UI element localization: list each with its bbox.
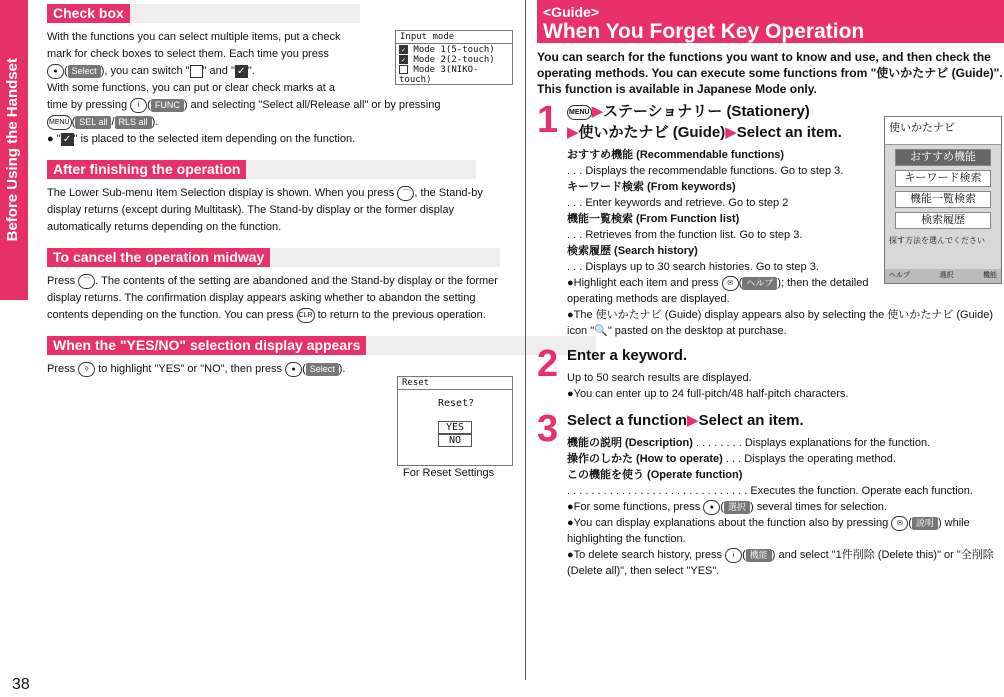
func-softkey: 機能 [746,549,772,562]
select-softkey: Select [306,363,339,376]
shot-list [396,44,512,86]
list-item: ✓ Mode 1(5-touch) [399,45,509,55]
input-mode-screenshot [395,30,513,85]
list-item: ✓ Mode 2(2-touch) [399,55,509,65]
intro-text: You can search for the functions you want to know and use, and then check the operating methods. You can execute some functions from "使いかたナビ (Guide)". This function is available in Japanese Mode only. [537,50,1003,96]
item-desc: . . . Displays up to 30 search histories. Go to step 3. [567,261,819,273]
item-desc: . . . Displays the operating method. [722,453,896,465]
text: " and " [202,65,235,77]
reset-caption: For Reset Settings [403,467,495,479]
item-desc: . . . . . . . . . . . . . . . . . . . . . . . . . . . . . . Executes the function. Operate each function. [567,485,973,497]
step1-note2: ●The 使いかたナビ (Guide) display appears also by selecting the 使いかたナビ (Guide) icon "🔍" pasted on the desktop at purchase. [567,309,994,337]
end-key-icon: ⌒ [397,186,414,201]
item-name: 機能の説明 (Description) [567,437,693,449]
text: With some functions, you can put or clear check marks at a [47,82,335,94]
text: ステーショナリー (Stationery) [603,103,810,120]
text: ) while highlighting the function. [567,517,970,545]
text: to return to the previous operation. [317,309,486,321]
step2-note: ●You can enter up to 24 full-pitch/48 half-pitch characters. [567,388,849,400]
mail-key-icon: ✉ [722,276,739,291]
softkey-bar [885,269,1001,283]
step3-items [567,435,1003,579]
item-desc: . . . Enter keywords and retrieve. Go to step 2 [567,197,789,209]
cancel-section [47,246,515,324]
no-option: NO [438,434,472,447]
item-name: 検索履歴 (Search history) [567,245,698,257]
text: With the functions you can select multiple items, put a check [47,31,341,43]
bar-mid: 選択 [939,272,954,279]
step3-note2: ●You can display explanations about the function also by pressing ✉ ( 説明 ) while highlighting the function. [567,517,970,545]
step-title: Select a function▶Select an item. [567,412,804,429]
text: ) and select "1件削除 (Delete this)" or "全削除 (Delete all)", then select "YES". [567,549,994,577]
menu-key-icon: MENU [47,115,72,130]
text: Mode 3(NIKO-touch) [399,65,479,85]
text: ". [247,65,255,77]
text: Select an item. [698,412,804,429]
help-softkey: ヘルプ [742,277,777,290]
checked-box-icon: ✓ [235,65,248,78]
desc-softkey: 説明 [912,517,938,530]
guide-title: When You Forget Key Operation [543,20,865,43]
yes-option: YES [438,421,472,434]
text: " is placed to the selected item depending on the function. [73,133,356,145]
text: Press [47,363,76,375]
reset-screenshot [397,376,513,466]
step1-items [567,147,883,307]
guide-header [537,0,1004,43]
end-key-icon: ⌒ [78,274,95,289]
checked-box-icon: ✓ [61,133,74,146]
after-header: After finishing the operation [47,160,246,179]
step1-note1: ●Highlight each item and press ✉ ( ヘルプ ); then the detailed operating methods are displayed. [567,277,869,305]
i-appli-key-icon: i [725,548,742,563]
shot-title: Input mode [396,31,512,44]
guide-screenshot [884,116,1002,284]
text: ). [338,363,346,375]
rls-all-softkey: RLS all [115,116,152,129]
clr-key-icon: CLR [297,308,315,323]
column-divider [525,0,526,680]
select-softkey: 選択 [724,501,750,514]
yesno-section [47,334,515,378]
after-text [47,185,515,236]
text: The Lower Sub-menu Item Selection display is shown. When you press [47,187,395,199]
text: ), you can switch " [100,65,190,77]
reset-question: Reset? [438,398,475,409]
list-item [399,65,509,85]
cancel-header: To cancel the operation midway [47,248,270,267]
text: To delete search history, press [573,549,723,561]
text: Select an item. [736,124,842,141]
text: , the Stand-by display returns (except during Multitask). The Stand-by display or the former display automatically returns depending on the function. [47,187,483,233]
text: ) and selecting "Select all/Release all" or by pressing [183,99,441,111]
func-softkey: FUNC [151,99,184,112]
unchecked-box-icon [190,65,203,78]
text: Up to 50 search results are displayed. [567,372,752,384]
guide-label: <Guide> [543,4,600,20]
yesno-header: When the "YES/NO" selection display appears [47,336,366,355]
page-number: 38 [12,676,30,693]
after-section [47,158,515,236]
text: Mode 1(5-touch) [413,45,495,55]
bar-left: ヘルプ [889,272,910,279]
text: Select a function [567,412,688,429]
center-key-icon: ● [285,362,302,377]
menu-button: 機能一覧検索 [895,191,991,208]
menu-button: おすすめ機能 [895,149,991,166]
side-tab-label: Before Using the Handset [4,58,21,242]
right-column [537,0,1003,579]
text: Mode 2(2-touch) [413,55,495,65]
step-3 [537,410,1003,579]
step-1 [537,101,883,307]
text: ) several times for selection. [749,501,887,513]
guide-icon: 🔍 [594,325,608,337]
i-appli-key-icon: i [130,98,147,113]
text: For some functions, press [573,501,701,513]
check-box-header: Check box [47,4,130,23]
text: mark for check boxes to select them. Each time you press [47,48,329,60]
text: . The contents of the setting are abandoned and the Stand-by display or the former display returns. The confirmation display appears asking whether to abandon the setting contents depending on the function. You can press [47,275,498,321]
item-name: 機能一覧検索 (From Function list) [567,213,740,225]
text: Highlight each item and press [573,277,719,289]
text: " pasted on the desktop at purchase. [607,325,787,337]
up-down-key-icon: ◊ [78,362,95,377]
check-box-text: With the functions you can select multiple items, put a check mark for check boxes to select them. Each time you press ● ( Select ), you can switch " " and " ✓ ". With some functions, you can put or clear check marks at a [47,31,341,94]
check-box-text-2: time by pressing i ( FUNC ) and selecting "Select all/Release all" or by pressing MENU ( SEL all / RLS all ). ● " ✓ " is placed to the selected item depending on the function. [47,99,441,145]
step3-note3: ●To delete search history, press i ( 機能 ) and select "1件削除 (Delete this)" or "全削除 (Delete all)", then select "YES". [567,549,994,577]
item-name: この機能を使う (Operate function) [567,469,743,481]
text: ); then the detailed operating methods are displayed. [567,277,869,305]
side-tab [0,0,28,300]
text: time by pressing [47,99,128,111]
center-key-icon: ● [703,500,720,515]
step-2 [537,345,1003,402]
text: You can display explanations about the function also by pressing [573,517,889,529]
text: Press [47,275,76,287]
item-desc: . . . Retrieves from the function list. Go to step 3. [567,229,803,241]
item-name: キーワード検索 (From keywords) [567,181,736,193]
text: 使いかたナビ (Guide) [578,124,726,141]
text: to highlight "YES" or "NO", then press [98,363,283,375]
cancel-text [47,273,515,324]
text: The 使いかたナビ (Guide) display appears also by selecting the 使いかたナビ (Guide) icon " [567,309,994,337]
item-name: おすすめ機能 (Recommendable functions) [567,149,785,161]
bar-right: 機能 [983,272,997,279]
step-number: 3 [537,408,559,450]
text: You can enter up to 24 full-pitch/48 half-pitch characters. [573,388,849,400]
center-key-icon: ● [47,64,64,79]
menu-key-icon: MENU [567,105,592,120]
step-number: 2 [537,343,559,385]
sel-all-softkey: SEL all [75,116,111,129]
item-name: 操作のしかた (How to operate) [567,453,723,465]
menu-button: キーワード検索 [895,170,991,187]
shot-title: 使いかたナビ [885,117,1001,145]
step-number: 1 [537,99,559,141]
item-desc: . . . Displays the recommendable functions. Go to step 3. [567,165,844,177]
item-desc: . . . . . . . . Displays explanations for the function. [692,437,931,449]
shot-title: Reset [398,377,512,390]
menu-button: 検索履歴 [895,212,991,229]
step-title: Enter a keyword. [567,347,688,364]
shot-footer: 探す方法を選んでください [889,236,985,245]
step-title: MENU ▶ステーショナリー (Stationery) ▶使いかたナビ (Guide)▶Select an item. [567,103,842,141]
select-softkey: Select [68,65,101,78]
step3-note1: ●For some functions, press ● ( 選択 ) several times for selection. [567,501,887,513]
yesno-text: Press ◊ to highlight "YES" or "NO", then press ● ( Select ). [47,363,346,375]
mail-key-icon: ✉ [891,516,908,531]
